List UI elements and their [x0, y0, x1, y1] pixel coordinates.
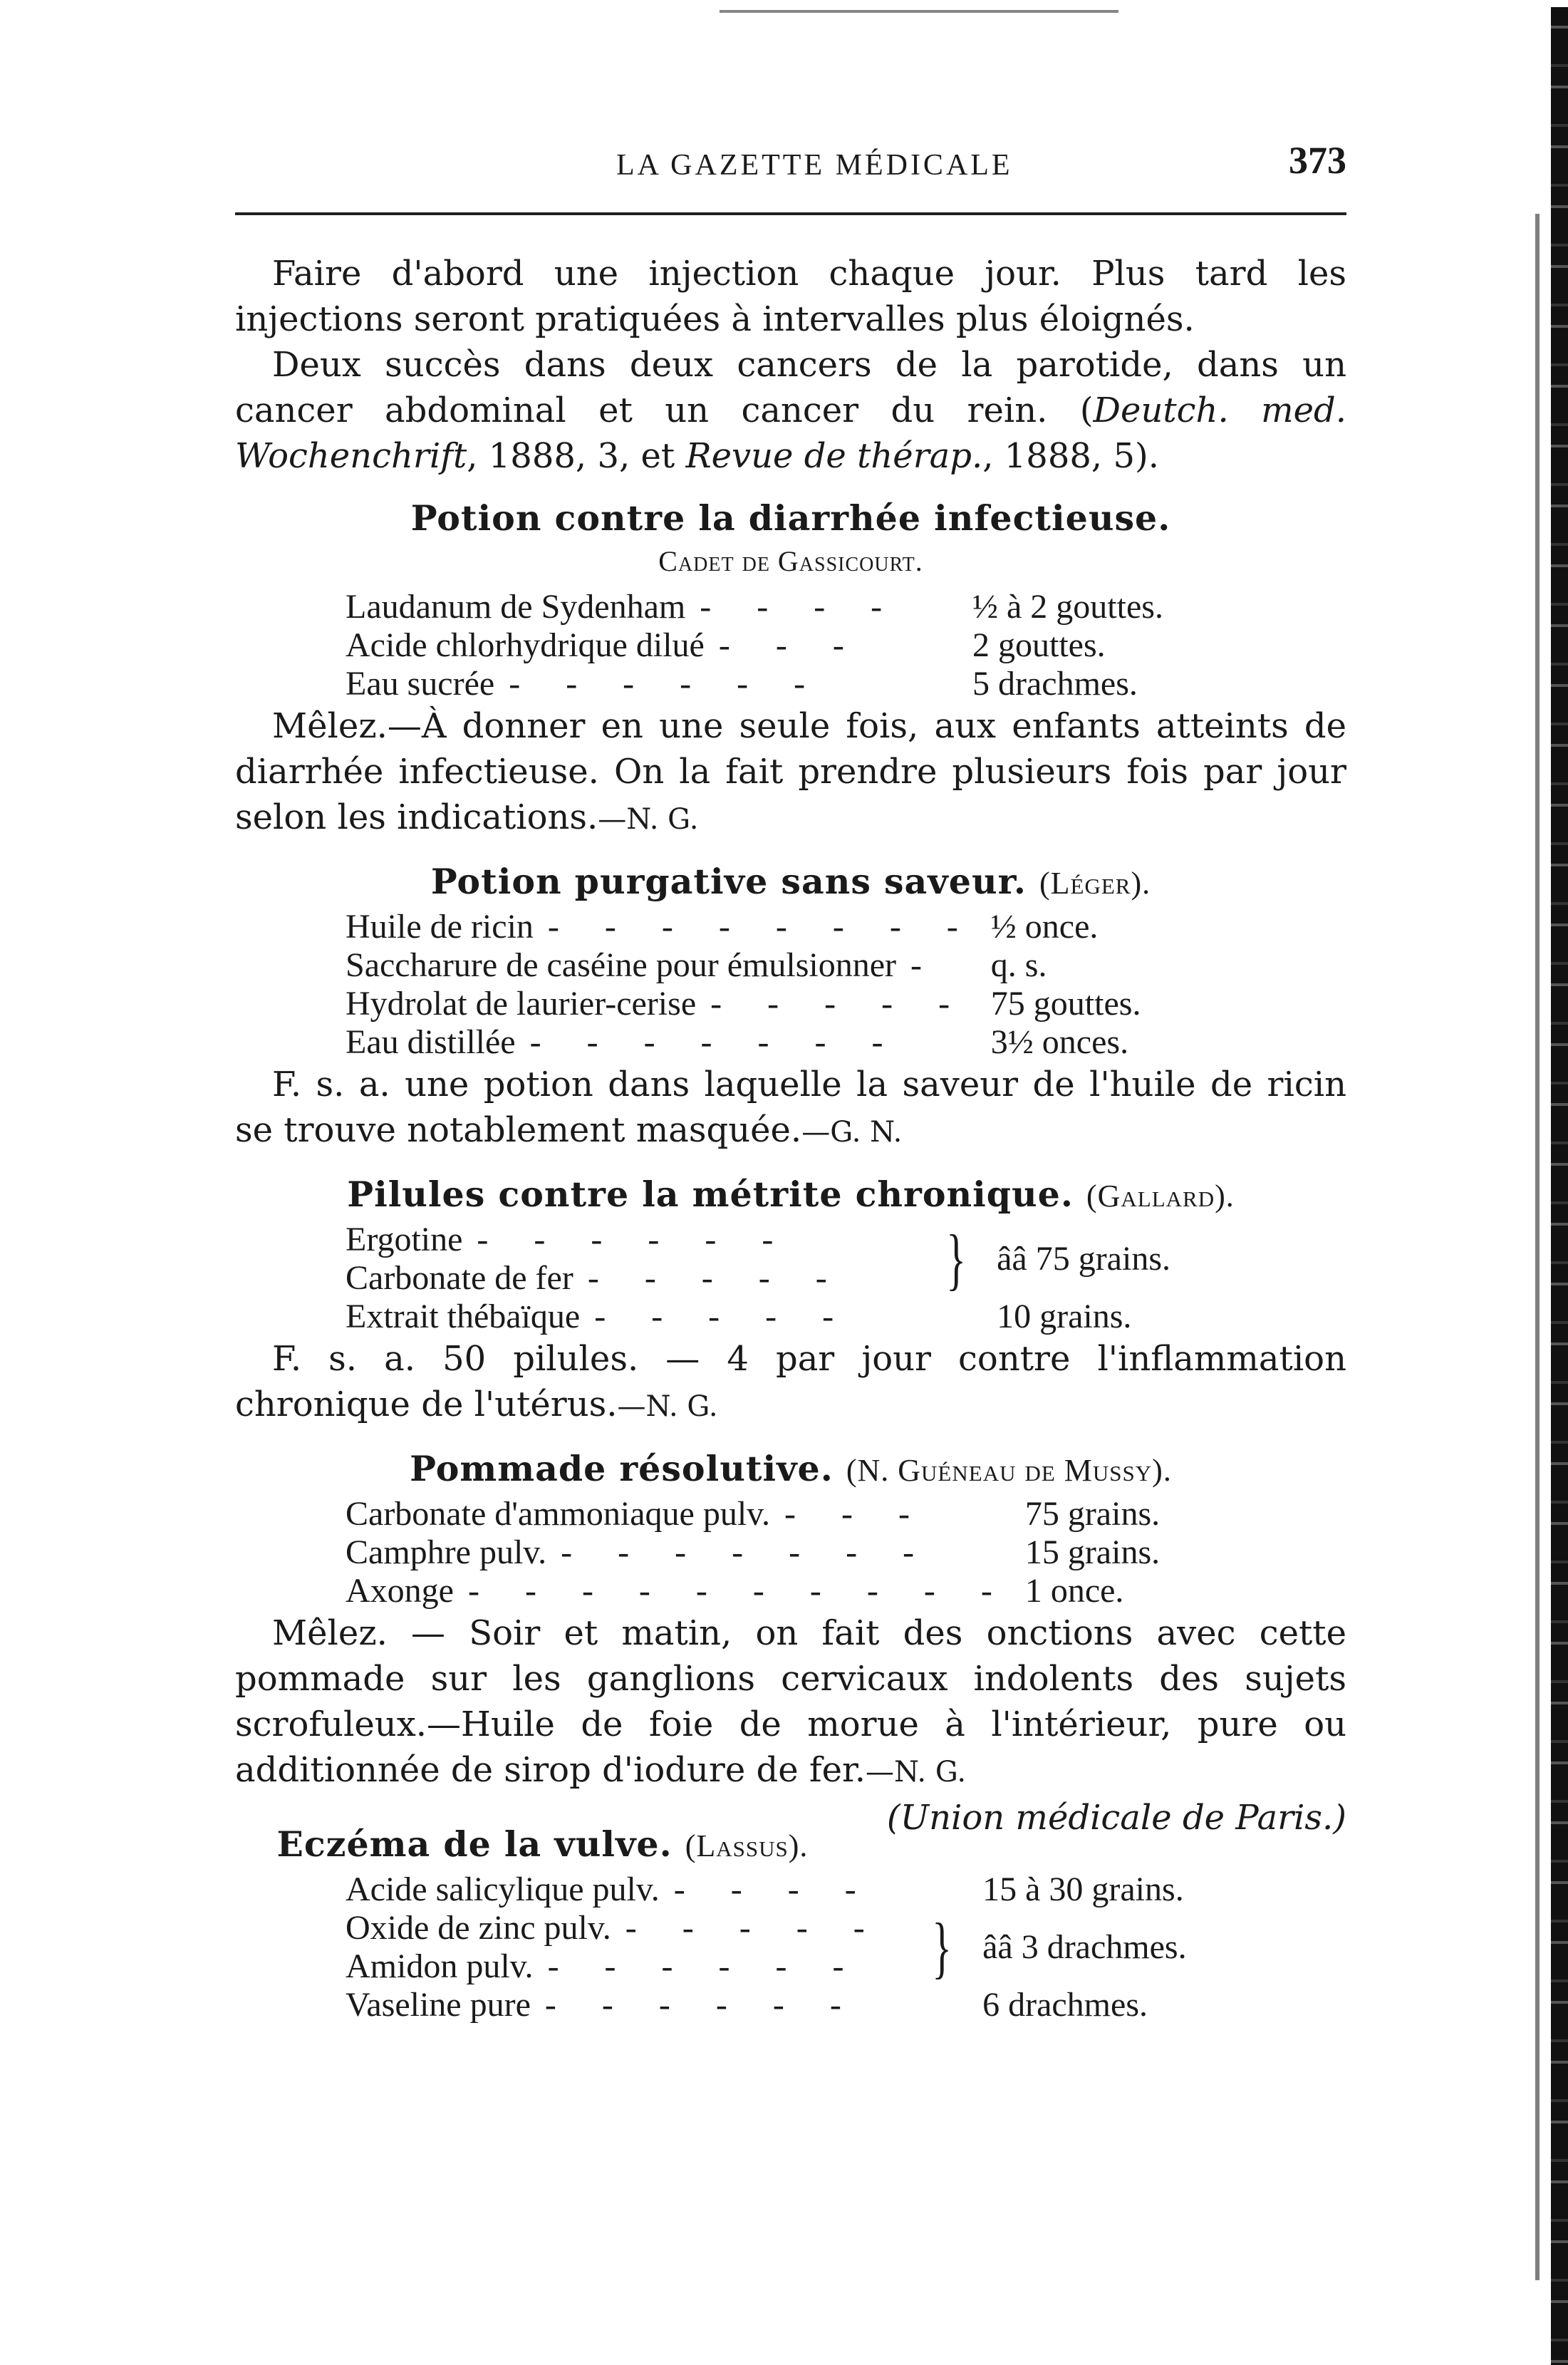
note-text: Mêlez. — Soir et matin, on fait des onctions avec cette pommade sur les ganglions cervicaux indolents des sujets scrofuleux.—Huile de foie de morue à l'intérieur, pure ou additionnée de sirop d'iodure de fer. — [235, 1613, 1346, 1790]
ingredient — [346, 1221, 930, 1259]
page — [235, 86, 1346, 2024]
quantity: ½ à 2 gouttes. — [972, 588, 1163, 626]
note-text: F. s. a. 50 pilules. — 4 par jour contre l'inflammation chronique de l'utérus. — [235, 1339, 1346, 1424]
recipe-row — [346, 1533, 1160, 1572]
section-author: Cadet de Gassicourt. — [658, 545, 923, 577]
leader-dots: - - - — [718, 626, 863, 664]
ingredient-name: Saccharure de caséine pour émulsionner — [346, 946, 896, 984]
recipe-row — [346, 1221, 1170, 1259]
ingredient — [346, 626, 958, 665]
quantity: 3½ onces. — [990, 1023, 1129, 1061]
intro-paragraph-1: Faire d'abord une injection chaque jour. Plus tard les injections seront pratiquées à intervalles plus éloignés. — [235, 254, 1346, 339]
recipe-row — [346, 1986, 1187, 2024]
leader-dots: - - - - - — [587, 1259, 846, 1297]
recipe-table-3 — [346, 1221, 1170, 1336]
ingredient — [346, 985, 977, 1023]
quantity: ââ 3 drachmes. — [982, 1928, 1187, 1966]
recipe-row — [346, 665, 1163, 703]
leader-dots: - - - - - - — [544, 1986, 860, 2024]
quantity: 2 gouttes. — [972, 626, 1106, 664]
recipe-table-5 — [346, 1870, 1187, 2024]
page-number: 373 — [1289, 139, 1346, 182]
ingredient-name: Acide salicylique pulv. — [346, 1870, 660, 1908]
section-title-potion-diarrhee — [235, 497, 1346, 539]
ingredient-name: Axonge — [346, 1572, 454, 1610]
ingredient — [346, 1259, 930, 1298]
journal-title: LA GAZETTE MÉDICALE — [616, 149, 1013, 182]
leader-dots: - - - - - - — [477, 1221, 792, 1258]
recipe-row — [346, 1298, 1170, 1336]
brace-glyph: } — [932, 1909, 952, 1985]
note-text: Mêlez.—À donner en une seule fois, aux enfants atteints de diarrhée infectieuse. On la fait prendre plusieurs fois par jour selon les indications. — [235, 706, 1346, 837]
section-note — [235, 1610, 1346, 1838]
leader-dots: - - - — [784, 1495, 928, 1533]
ingredient — [346, 908, 977, 946]
quantity: ½ once. — [990, 908, 1099, 946]
intro-text-c: , 1888, 5). — [982, 436, 1159, 476]
ingredient — [346, 1495, 1011, 1533]
quantity: 75 grains. — [1024, 1495, 1161, 1533]
recipe-row — [346, 946, 1141, 985]
ingredient — [346, 1986, 915, 2024]
ingredient-name: Amidon pulv. — [346, 1947, 534, 1985]
title-text: Eczéma de la vulve. — [276, 1823, 673, 1865]
recipe-row — [346, 1495, 1160, 1533]
recipe-row — [346, 908, 1141, 946]
top-scan-mark — [720, 10, 1118, 13]
ingredient — [346, 665, 958, 703]
ingredient-name: Hydrolat de laurier-cerise — [346, 985, 697, 1023]
header-rule — [235, 212, 1346, 215]
brace-glyph: } — [946, 1221, 966, 1297]
quantity: ââ 75 grains. — [997, 1240, 1170, 1278]
recipe-table-2 — [346, 908, 1141, 1062]
leader-dots: - - - - - - - — [561, 1533, 933, 1571]
leader-dots: - - - - - - — [509, 665, 824, 703]
ingredient — [346, 1023, 977, 1062]
ingredient-name: Eau distillée — [346, 1023, 516, 1061]
leader-dots: - - - - - — [594, 1298, 853, 1335]
recipe-row — [346, 985, 1141, 1023]
ingredient — [346, 946, 977, 985]
section-author: (N. Guéneau de Mussy). — [846, 1453, 1172, 1488]
section-title-pilules-metrite — [235, 1174, 1346, 1215]
note-text: F. s. a. une potion dans laquelle la saveur de l'huile de ricin se trouve notablement masquée. — [235, 1065, 1346, 1150]
section-title-pommade — [235, 1448, 1346, 1489]
ingredient — [346, 1298, 930, 1336]
ingredient-name: Extrait thébaïque — [346, 1298, 581, 1335]
title-text: Potion contre la diarrhée infectieuse. — [410, 497, 1171, 539]
ingredient — [346, 1947, 915, 1986]
ingredient-name: Ergotine — [346, 1221, 463, 1258]
ingredient-name: Huile de ricin — [346, 908, 534, 946]
section-author: (Léger). — [1039, 866, 1151, 901]
quantity: 1 once. — [1024, 1572, 1124, 1610]
section-author: (Lassus). — [685, 1828, 809, 1863]
recipe-row — [346, 1572, 1160, 1610]
ingredient — [346, 588, 958, 626]
recipe-row — [346, 1870, 1187, 1909]
ingredient-name: Eau sucrée — [346, 665, 495, 703]
ingredient-name: Acide chlorhydrique dilué — [346, 626, 705, 664]
journal-citation: Deutch. med. Wochenchrift — [235, 390, 1346, 476]
section-author: (Gallard). — [1086, 1179, 1235, 1213]
ingredient-name: Laudanum de Sydenham — [346, 588, 686, 626]
quantity: 5 drachmes. — [972, 665, 1138, 703]
ingredient-name: Camphre pulv. — [346, 1533, 547, 1571]
recipe-row — [346, 1023, 1141, 1062]
running-header — [235, 86, 1346, 182]
ingredient — [346, 1533, 1011, 1572]
signature: —N. G. — [598, 803, 699, 836]
ingredient — [346, 1572, 1011, 1610]
intro-paragraph-2 — [235, 342, 1346, 479]
quantity: 15 grains. — [1024, 1533, 1161, 1571]
leader-dots: - - - - — [673, 1870, 875, 1908]
ingredient — [346, 1870, 915, 1909]
quantity: 75 gouttes. — [990, 985, 1141, 1023]
page-content — [235, 251, 1346, 2024]
ingredient-name: Carbonate d'ammoniaque pulv. — [346, 1495, 771, 1533]
title-text: Pommade résolutive. — [410, 1448, 834, 1489]
recipe-row — [346, 626, 1163, 665]
title-text: Potion purgative sans saveur. — [430, 861, 1027, 902]
revue-citation: Revue de thérap. — [685, 436, 983, 476]
quantity: q. s. — [990, 946, 1047, 984]
ingredient — [346, 1909, 915, 1947]
intro-text-a: Deux succès dans deux cancers de la parotide, dans un cancer abdominal et un cancer du rein. ( — [235, 345, 1346, 430]
leader-dots: - - - - — [700, 588, 901, 626]
section-note — [235, 703, 1346, 842]
intro-text-b: , 1888, 3, et — [467, 436, 686, 476]
leader-dots: - - - - - - - - — [547, 908, 977, 946]
quantity: 15 à 30 grains. — [982, 1870, 1184, 1908]
signature: —N. G. — [617, 1390, 718, 1423]
leader-dots: - - - - - - — [547, 1947, 863, 1985]
section-note — [235, 1062, 1346, 1155]
leader-dots: - - - - - — [710, 985, 969, 1023]
recipe-row — [346, 588, 1163, 626]
signature: —N. G. — [865, 1756, 967, 1789]
ingredient-name: Vaseline pure — [346, 1986, 531, 2024]
section-note — [235, 1336, 1346, 1429]
source-citation: (Union médicale de Paris.) — [886, 1798, 1346, 1838]
quantity: 6 drachmes. — [982, 1986, 1148, 2024]
leader-dots: - - - - - - - - - - — [467, 1572, 1011, 1610]
leader-dots: - — [910, 946, 940, 984]
scan-edge — [1551, 7, 1568, 2365]
ingredient-name: Carbonate de fer — [346, 1259, 573, 1297]
recipe-table-4 — [346, 1495, 1160, 1610]
title-text: Pilules contre la métrite chronique. — [347, 1174, 1074, 1215]
recipe-row — [346, 1909, 1187, 1947]
ingredient-name: Oxide de zinc pulv. — [346, 1909, 611, 1947]
quantity: 10 grains. — [997, 1298, 1132, 1335]
section-title-potion-purgative — [235, 861, 1346, 902]
leader-dots: - - - - - — [625, 1909, 883, 1947]
scan-edge-shadow — [1535, 214, 1540, 2280]
leader-dots: - - - - - - - — [529, 1023, 902, 1061]
recipe-table-1 — [346, 588, 1163, 703]
signature: —G. N. — [801, 1116, 903, 1149]
